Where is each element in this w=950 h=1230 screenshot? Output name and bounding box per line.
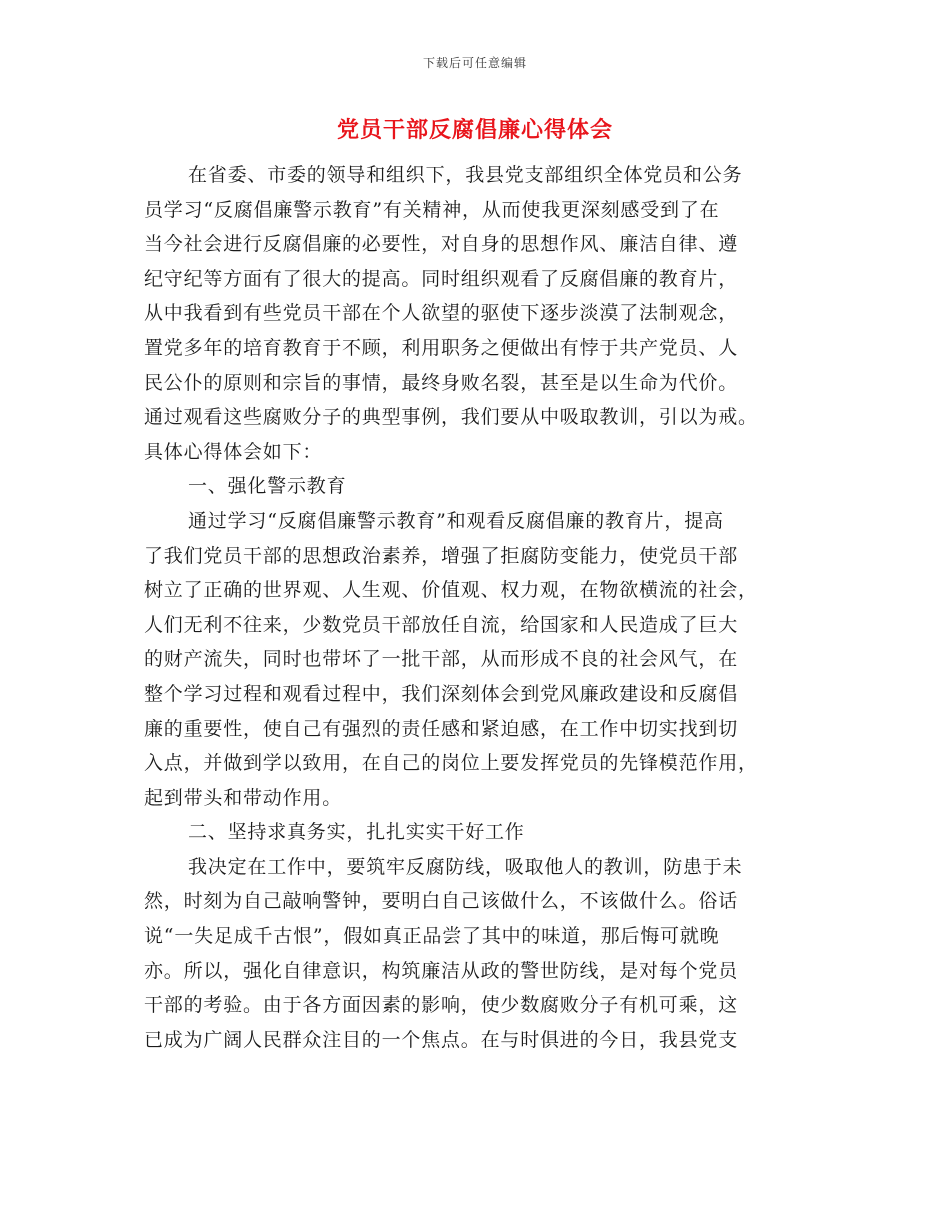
body-line: 民公仆的原则和宗旨的事情，最终身败名裂，甚至是以生命为代价。 [144,371,739,394]
body-line: 起到带头和带动作用。 [144,786,343,809]
body-line: 一、强化警示教育 [188,475,347,498]
body-line: 通过观看这些腐败分子的典型事例，我们要从中吸取教训，引以为戒。 [144,406,758,429]
body-line: 置党多年的培育教育于不顾，利用职务之便做出有悖于共产党员、人 [144,336,739,359]
document-title: 党员干部反腐倡廉心得体会 [336,118,613,143]
body-line: 亦。所以，强化自律意识，构筑廉洁从政的警世防线，是对每个党员 [144,959,739,982]
page-header-note: 下载后可任意编辑 [422,56,527,70]
body-line: 纪守纪等方面有了很大的提高。同时组织观看了反腐倡廉的教育片， [144,267,739,290]
body-line: 人们无利不往来，少数党员干部放任自流，给国家和人民造成了巨大 [144,613,739,636]
body-line: 员学习“反腐倡廉警示教育”有关精神，从而使我更深刻感受到了在 [144,198,720,221]
body-line: 整个学习过程和观看过程中，我们深刻体会到党风廉政建设和反腐倡 [144,682,739,705]
body-line: 在省委、市委的领导和组织下，我县党支部组织全体党员和公务 [188,164,743,186]
body-line: 然，时刻为自己敲响警钟，要明白自己该做什么，不该做什么。俗话 [144,890,739,913]
body-line: 树立了正确的世界观、人生观、价值观、权力观，在物欲横流的社会， [144,579,758,602]
body-line: 二、坚持求真务实，扎扎实实干好工作 [188,821,525,844]
body-line: 从中我看到有些党员干部在个人欲望的驱使下逐步淡漠了法制观念， [144,302,739,325]
body-line: 廉的重要性，使自己有强烈的责任感和紧迫感，在工作中切实找到切 [144,717,739,740]
body-line: 说“一失足成千古恨”，假如真正品尝了其中的味道，那后悔可就晚 [144,925,720,948]
body-line: 我决定在工作中，要筑牢反腐防线，吸取他人的教训，防患于未 [188,855,743,878]
body-line: 的财产流失，同时也带坏了一批干部，从而形成不良的社会风气，在 [144,648,739,671]
body-line: 具体心得体会如下： [144,440,323,463]
body-line: 入点，并做到学以致用，在自己的岗位上要发挥党员的先锋模范作用， [144,752,758,775]
body-line: 当今社会进行反腐倡廉的必要性，对自身的思想作风、廉洁自律、遵 [144,233,739,256]
document-body [144,158,804,1057]
body-line: 干部的考验。由于各方面因素的影响，使少数腐败分子有机可乘，这 [144,994,739,1017]
body-line: 通过学习“反腐倡廉警示教育”和观看反腐倡廉的教育片，提高 [188,509,724,532]
body-line: 了我们党员干部的思想政治素养，增强了拒腐防变能力，使党员干部 [144,544,739,567]
body-line: 已成为广阔人民群众注目的一个焦点。在与时俱进的今日，我县党支 [144,1028,739,1051]
